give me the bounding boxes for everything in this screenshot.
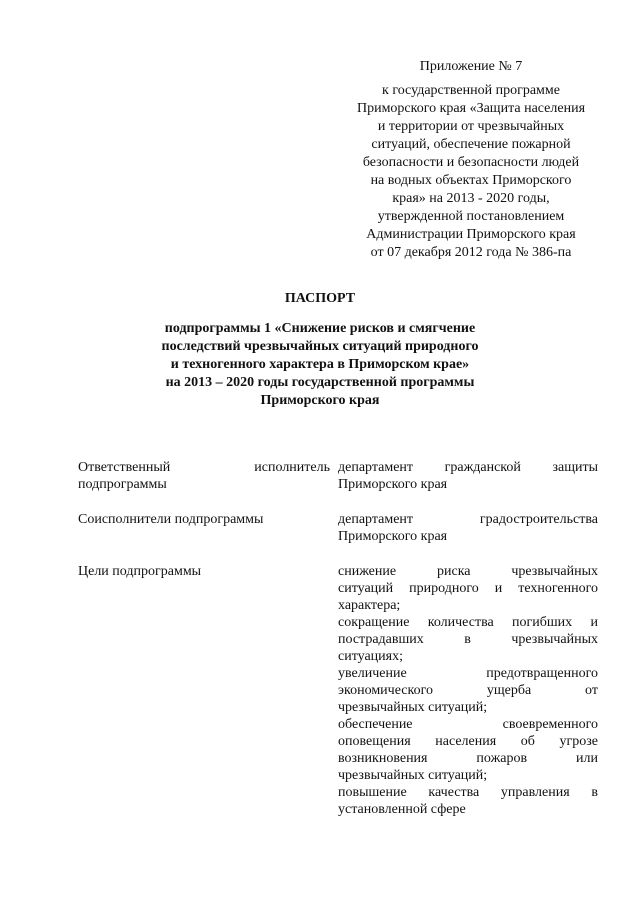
row-value: [338, 563, 598, 818]
passport-subtitle-line: Приморского края: [260, 393, 380, 408]
passport-heading: [150, 290, 490, 410]
passport-subtitle-line: и техногенного характера в Приморском крае»: [170, 357, 470, 372]
table-row-responsible: [78, 459, 602, 493]
row-value-line: оповещения населения об угрозе: [338, 734, 598, 749]
row-value-line: снижение риска чрезвычайных: [338, 564, 598, 579]
row-value-line: Приморского края: [338, 529, 448, 544]
passport-subtitle-line: подпрограммы 1 «Снижение рисков и смягчение: [164, 321, 476, 336]
row-value-line: чрезвычайных ситуаций;: [338, 768, 488, 783]
passport-subtitle-line: последствий чрезвычайных ситуаций природного: [161, 339, 479, 354]
row-value-line: повышение качества управления в: [338, 785, 598, 800]
row-value: [338, 511, 598, 545]
appendix-header: [340, 58, 602, 262]
row-value-line: возникновения пожаров или: [338, 751, 598, 766]
row-label: [78, 563, 338, 818]
appendix-line: ситуаций, обеспечение пожарной: [371, 137, 571, 152]
row-label-line: Цели подпрограммы: [78, 564, 202, 579]
row-label-line: подпрограммы: [78, 477, 167, 492]
row-value-line: характера;: [338, 598, 401, 613]
row-value-line: чрезвычайных ситуаций;: [338, 700, 488, 715]
table-row-goals: [78, 563, 602, 818]
row-value: [338, 459, 598, 493]
row-label: [78, 511, 338, 545]
row-value-line: установленной сфере: [338, 802, 466, 817]
appendix-line: и территории от чрезвычайных: [377, 119, 565, 134]
passport-title: ПАСПОРТ: [284, 291, 356, 306]
row-value-line: экономического ущерба от: [338, 683, 598, 698]
passport-subtitle-line: на 2013 – 2020 годы государственной программы: [165, 375, 475, 390]
appendix-line: к государственной программе: [382, 83, 560, 98]
row-value-line: обеспечение своевременного: [338, 717, 598, 732]
passport-table: [78, 459, 602, 836]
appendix-line: Администрации Приморского края: [366, 227, 576, 242]
appendix-line: безопасности и безопасности людей: [362, 155, 580, 170]
table-row-coexecutors: [78, 511, 602, 545]
row-value-line: пострадавших в чрезвычайных: [338, 632, 598, 647]
row-value-line: Приморского края: [338, 477, 448, 492]
row-value-line: ситуаций природного и техногенного: [338, 581, 598, 596]
row-value-line: ситуациях;: [338, 649, 403, 664]
appendix-line: края» на 2013 - 2020 годы,: [392, 191, 550, 206]
row-value-line: сокращение количества погибших и: [338, 615, 598, 630]
row-value-line: увеличение предотвращенного: [338, 666, 598, 681]
row-label-line: Ответственный исполнитель: [78, 460, 330, 475]
appendix-line: Приморского края «Защита населения: [356, 101, 586, 116]
appendix-line: утвержденной постановлением: [377, 209, 565, 224]
row-label-line: Соисполнители подпрограммы: [78, 512, 264, 527]
appendix-title: Приложение № 7: [419, 59, 523, 74]
row-value-line: департамент гражданской защиты: [338, 460, 598, 475]
appendix-line: на водных объектах Приморского: [370, 173, 572, 188]
row-value-line: департамент градостроительства: [338, 512, 598, 527]
row-label: [78, 459, 338, 493]
appendix-line: от 07 декабря 2012 года № 386-па: [370, 245, 572, 260]
